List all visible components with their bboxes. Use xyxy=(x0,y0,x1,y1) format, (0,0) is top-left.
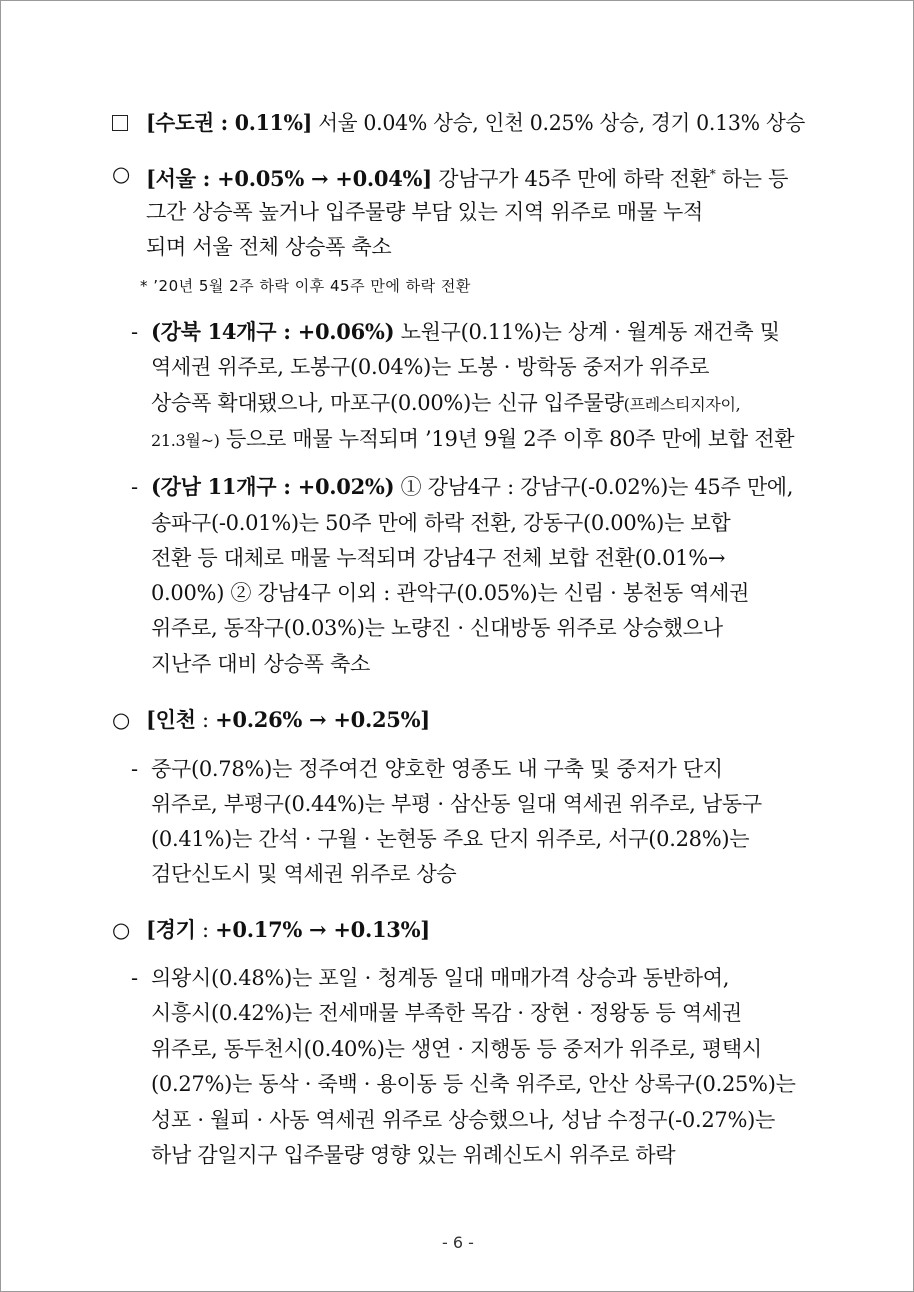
incheon-line-4: 검단신도시 및 역세권 위주로 상승 xyxy=(151,862,457,886)
incheon-line-1: 중구(0.78%)는 정주여건 양호한 영종도 내 구축 및 중저가 단지 xyxy=(151,757,723,781)
seoul-bullet-icon: ○ xyxy=(112,162,131,186)
seoul-title: [서울 : +0.05% → +0.04%] xyxy=(146,166,432,191)
footnote-marker: * xyxy=(709,167,716,181)
checkbox-square-icon xyxy=(112,115,128,131)
incheon-dash: - xyxy=(131,757,139,781)
gyeonggi-bullet-icon: ○ xyxy=(112,918,131,942)
gangnam-title: (강남 11개구 : +0.02%) xyxy=(151,474,395,499)
gangnam-line-2: 송파구(-0.01%)는 50주 만에 하락 전환, 강동구(0.00%)는 보합 xyxy=(151,511,731,535)
gangnam-line-1: (강남 11개구 : +0.02%) ① 강남4구 : 강남구(-0.02%)는 45주 만에, xyxy=(151,474,794,499)
gangnam-line-3: 전환 등 대체로 매물 누적되며 강남4구 전체 보합 전환(0.01%→ xyxy=(151,546,726,570)
gangnam-line-6: 지난주 대비 상승폭 축소 xyxy=(151,652,370,676)
gyeonggi-line-2: 시흥시(0.42%)는 전세매물 부족한 목감 · 장현 · 정왕동 등 역세권 xyxy=(151,1001,742,1025)
gyeonggi-line-3: 위주로, 동두천시(0.40%)는 생연 · 지행동 등 중저가 위주로, 평택시 xyxy=(151,1037,762,1061)
seoul-line-1: [서울 : +0.05% → +0.04%] 강남구가 45주 만에 하락 전환* 하는 등 xyxy=(146,166,789,191)
gangbuk-line-1: (강북 14개구 : +0.06%) 노원구(0.11%)는 상계 · 월계동 재건축 및 xyxy=(151,319,780,344)
seoul-footnote: * ’20년 5월 2주 하락 이후 45주 만에 하락 전환 xyxy=(140,277,471,295)
gangbuk-line-3: 상승폭 확대됐으나, 마포구(0.00%)는 신규 입주물량(프레스티지자이, xyxy=(151,391,741,415)
gyeonggi-dash: - xyxy=(131,966,139,990)
gyeonggi-line-5: 성포 · 월피 · 사동 역세권 위주로 상승했으나, 성남 수정구(-0.27%)는 xyxy=(151,1108,775,1132)
gyeonggi-line-6: 하남 감일지구 입주물량 영향 있는 위례신도시 위주로 하락 xyxy=(151,1143,676,1167)
incheon-title: [인천 : +0.26% → +0.25%] xyxy=(146,707,430,732)
capital-region-summary xyxy=(146,108,805,138)
incheon-line-3: (0.41%)는 간석 · 구월 · 논현동 주요 단지 위주로, 서구(0.28%)는 xyxy=(151,827,750,851)
gyeonggi-line-4: (0.27%)는 동삭 · 죽백 · 용이동 등 신축 위주로, 안산 상록구(0.25%)는 xyxy=(151,1072,796,1096)
seoul-line-2: 그간 상승폭 높거나 입주물량 부담 있는 지역 위주로 매물 누적 xyxy=(146,200,704,224)
capital-region-text: 서울 0.04% 상승, 인천 0.25% 상승, 경기 0.13% 상승 xyxy=(312,111,805,135)
gangbuk-title: (강북 14개구 : +0.06%) xyxy=(151,319,395,344)
page-number: - 6 - xyxy=(442,1233,474,1252)
gangbuk-dash: - xyxy=(131,320,139,344)
gyeonggi-line-1: 의왕시(0.48%)는 포일 · 청계동 일대 매매가격 상승과 동반하여, xyxy=(151,966,730,990)
incheon-line-2: 위주로, 부평구(0.44%)는 부평 · 삼산동 일대 역세권 위주로, 남동구 xyxy=(151,792,762,816)
gangnam-dash: - xyxy=(131,475,139,499)
gangnam-line-4: 0.00%) ② 강남4구 이외 : 관악구(0.05%)는 신림 · 봉천동 역세권 xyxy=(151,581,750,605)
gangbuk-line-2: 역세권 위주로, 도봉구(0.04%)는 도봉 · 방학동 중저가 위주로 xyxy=(151,355,710,379)
incheon-bullet-icon: ○ xyxy=(112,708,131,732)
gangbuk-line-4: 21.3월~) 등으로 매물 누적되며 ’19년 9월 2주 이후 80주 만에 보합 전환 xyxy=(151,427,795,451)
gyeonggi-title: [경기 : +0.17% → +0.13%] xyxy=(146,917,430,942)
capital-region-title: [수도권 : 0.11%] xyxy=(146,110,313,135)
gangnam-line-5: 위주로, 동작구(0.03%)는 노량진 · 신대방동 위주로 상승했으나 xyxy=(151,616,723,640)
seoul-line-3: 되며 서울 전체 상승폭 축소 xyxy=(146,235,392,259)
